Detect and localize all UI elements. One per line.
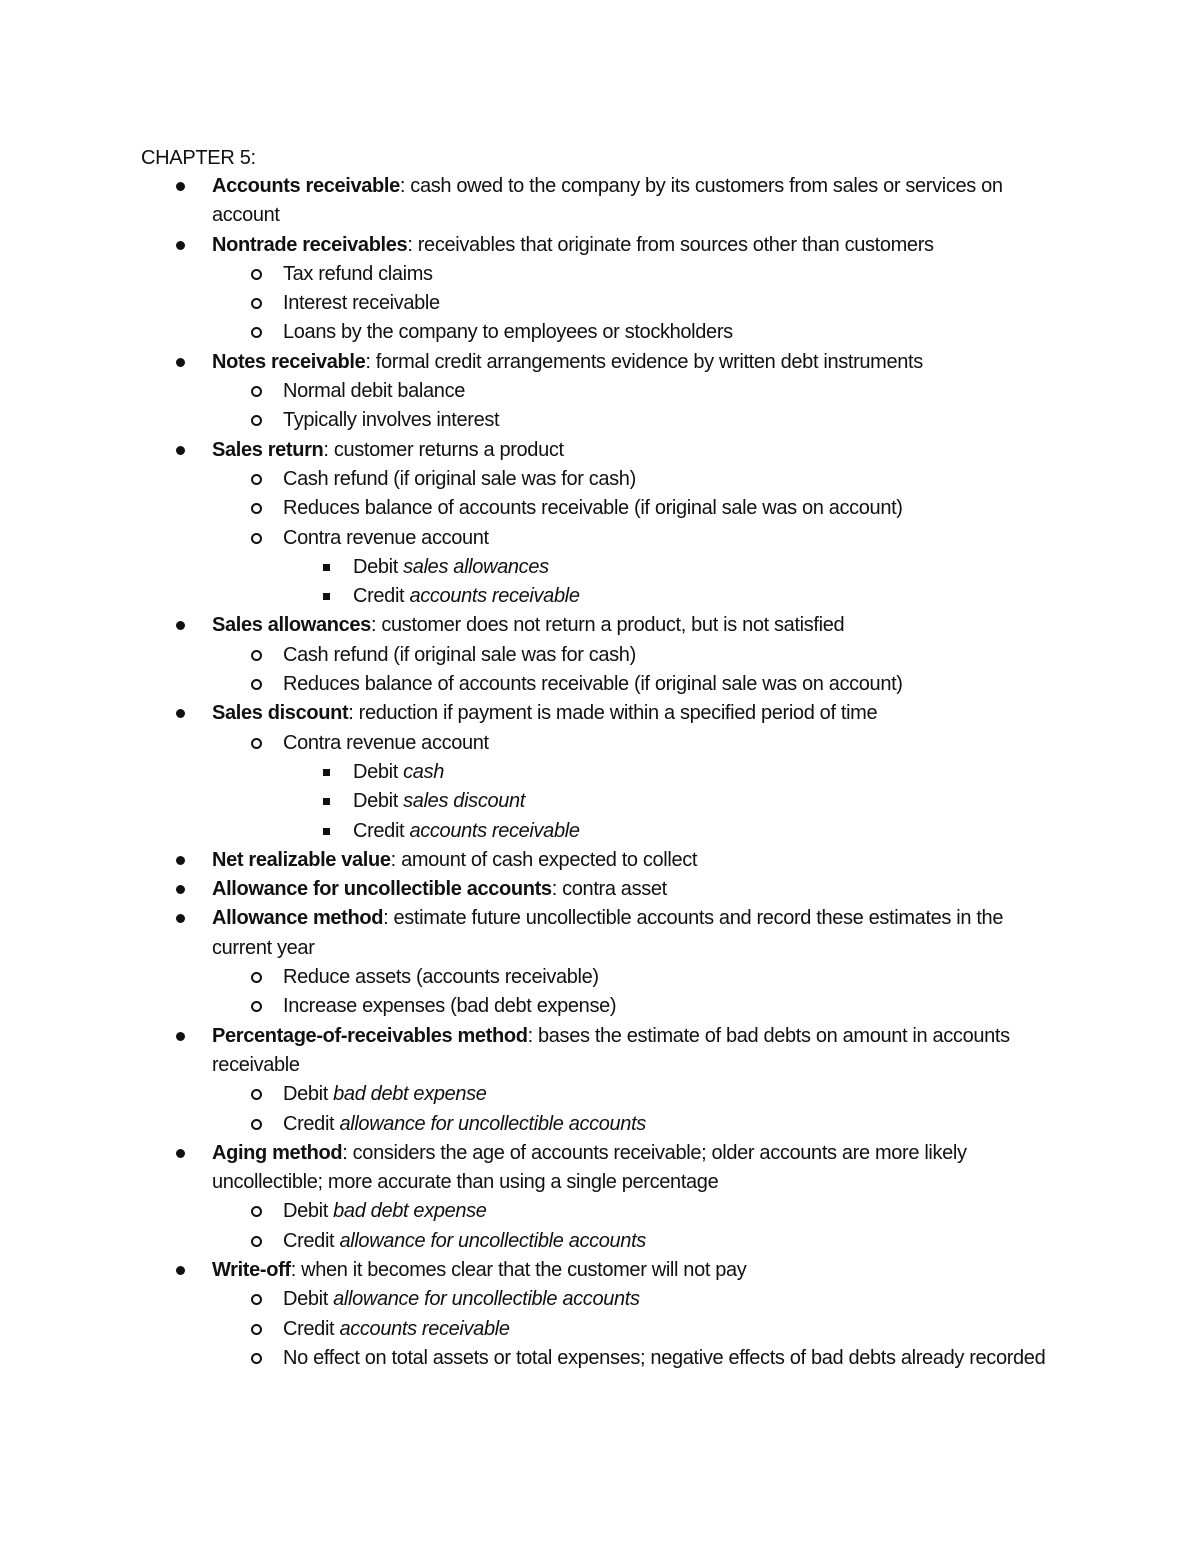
item-text: Debit [353, 760, 404, 783]
list-item-level-2 [0, 1197, 1053, 1226]
list-item-level-2 [0, 465, 1053, 494]
bullet-dot-icon [172, 846, 188, 875]
list-item-level-1 [0, 875, 1052, 904]
term: Write-off [212, 1258, 291, 1281]
list-item-level-2 [0, 1344, 1053, 1373]
item-text: : contra asset [551, 878, 667, 901]
term: Aging method [212, 1141, 343, 1164]
item-text: Credit [353, 819, 410, 842]
term: Percentage-of-receivables method [212, 1024, 528, 1047]
bullet-dot-icon [172, 172, 188, 201]
item-text: Debit [353, 790, 404, 813]
bullet-circle-icon [248, 729, 264, 758]
list-item-level-2 [0, 963, 1053, 992]
list-item-level-1 [0, 348, 1052, 377]
item-text: Typically involves interest [283, 409, 500, 432]
bullet-dot-icon [172, 1256, 188, 1285]
bullet-circle-icon [248, 641, 264, 670]
list-item-level-3 [0, 582, 1053, 611]
account-name: sales allowances [403, 555, 549, 578]
term: Sales return [212, 438, 324, 461]
account-name: allowance for uncollectible accounts [339, 1229, 646, 1252]
account-name: accounts receivable [409, 819, 580, 842]
item-text: : when it becomes clear that the customer will not pay [290, 1258, 747, 1281]
list-item-level-2 [0, 406, 1053, 435]
item-text: : estimate future uncollectible accounts and record these estimates in the current year [212, 907, 1004, 959]
bullet-dot-icon [172, 875, 188, 904]
item-text: Credit [283, 1112, 340, 1135]
list-item-level-2 [0, 670, 1053, 699]
item-text: : considers the age of accounts receivable; older accounts are more likely uncollectible; more accurate than using a single percentage [212, 1141, 967, 1194]
item-text: Contra revenue account [283, 526, 489, 549]
term: Accounts receivable [212, 175, 400, 197]
list-item-level-1 [0, 436, 1052, 465]
bullet-square-icon [318, 817, 334, 846]
item-text: : customer does not return a product, but is not satisfied [370, 614, 845, 637]
list-item-level-2 [0, 641, 1053, 670]
list-item-level-2 [0, 260, 1053, 289]
item-text: : customer returns a product [323, 438, 564, 461]
list-item-level-2 [0, 1110, 1053, 1139]
term: Sales allowances [212, 614, 371, 637]
account-name: accounts receivable [409, 585, 580, 608]
item-text: Debit [283, 1200, 334, 1223]
list-item-level-1 [0, 1022, 1052, 1081]
bullet-dot-icon [172, 231, 188, 260]
list-item-level-1 [0, 172, 1052, 231]
item-text: Cash refund (if original sale was for cash) [283, 643, 636, 666]
item-text: : formal credit arrangements evidence by written debt instruments [365, 350, 923, 373]
item-text: Credit [283, 1229, 340, 1252]
list-item-level-2 [0, 1315, 1053, 1344]
item-text: : amount of cash expected to collect [390, 848, 698, 871]
term: Allowance for uncollectible accounts [212, 878, 552, 901]
account-name: bad debt expense [333, 1200, 487, 1223]
bullet-circle-icon [248, 1285, 264, 1314]
term: Net realizable value [212, 848, 391, 871]
bullet-circle-icon [248, 1344, 264, 1373]
bullet-dot-icon [172, 348, 188, 377]
item-text: Increase expenses (bad debt expense) [283, 995, 617, 1018]
bullet-square-icon [318, 758, 334, 787]
bullet-square-icon [318, 787, 334, 816]
list-item-level-2 [0, 992, 1053, 1021]
bullet-circle-icon [248, 494, 264, 523]
bullet-dot-icon [172, 699, 188, 728]
term: Allowance method [212, 907, 384, 930]
bullet-circle-icon [248, 406, 264, 435]
list-item-level-1 [0, 611, 1052, 640]
list-item-level-1 [0, 1256, 1052, 1285]
chapter-heading: CHAPTER 5: [141, 147, 256, 169]
bullet-dot-icon [172, 611, 188, 640]
list-item-level-1 [0, 231, 1052, 260]
account-name: sales discount [403, 790, 525, 813]
list-item-level-3 [0, 758, 1053, 787]
bullet-circle-icon [248, 524, 264, 553]
bullet-circle-icon [248, 260, 264, 289]
list-item-level-1 [0, 699, 1052, 728]
term: Nontrade receivables [212, 233, 408, 256]
bullet-circle-icon [248, 1110, 264, 1139]
item-text: : reduction if payment is made within a specified period of time [348, 702, 878, 725]
item-text: Debit [283, 1083, 334, 1106]
item-text: Credit [283, 1317, 340, 1340]
list-item-level-2 [0, 377, 1053, 406]
bullet-dot-icon [172, 1139, 188, 1168]
bullet-circle-icon [248, 465, 264, 494]
term: Notes receivable [212, 350, 366, 373]
item-text: Interest receivable [283, 292, 440, 315]
list-item-level-2 [0, 1285, 1053, 1314]
bullet-circle-icon [248, 1197, 264, 1226]
item-text: Normal debit balance [283, 380, 465, 403]
account-name: accounts receivable [339, 1317, 510, 1340]
list-item-level-2 [0, 318, 1053, 347]
bullet-circle-icon [248, 992, 264, 1021]
term: Sales discount [212, 702, 349, 725]
bullet-square-icon [318, 553, 334, 582]
account-name: allowance for uncollectible accounts [333, 1288, 640, 1311]
notes-list [0, 172, 1200, 1373]
list-item-level-2 [0, 494, 1053, 523]
account-name: cash [403, 760, 445, 783]
list-item-level-2 [0, 1080, 1053, 1109]
bullet-dot-icon [172, 904, 188, 933]
item-text: : cash owed to the company by its customers from sales or services on account [212, 175, 1003, 227]
bullet-circle-icon [248, 670, 264, 699]
item-text: Loans by the company to employees or stockholders [283, 321, 733, 344]
item-text: Contra revenue account [283, 731, 489, 754]
item-text: Debit [353, 555, 404, 578]
item-text: Reduces balance of accounts receivable (if original sale was on account) [283, 497, 903, 520]
bullet-circle-icon [248, 318, 264, 347]
list-item-level-2 [0, 524, 1053, 553]
bullet-dot-icon [172, 436, 188, 465]
list-item-level-1 [0, 904, 1052, 963]
list-item-level-2 [0, 1227, 1053, 1256]
item-text: Tax refund claims [283, 262, 433, 285]
item-text: Credit [353, 585, 410, 608]
bullet-circle-icon [248, 377, 264, 406]
list-item-level-3 [0, 787, 1053, 816]
item-text: Debit [283, 1288, 334, 1311]
item-text: Reduce assets (accounts receivable) [283, 966, 599, 989]
list-item-level-2 [0, 729, 1053, 758]
account-name: bad debt expense [333, 1083, 487, 1106]
list-item-level-2 [0, 289, 1053, 318]
bullet-circle-icon [248, 1080, 264, 1109]
list-item-level-3 [0, 817, 1053, 846]
bullet-circle-icon [248, 1315, 264, 1344]
bullet-circle-icon [248, 963, 264, 992]
item-text: Cash refund (if original sale was for cash) [283, 467, 636, 490]
item-text: : bases the estimate of bad debts on amount in accounts receivable [212, 1024, 1010, 1076]
bullet-circle-icon [248, 289, 264, 318]
bullet-circle-icon [248, 1227, 264, 1256]
bullet-dot-icon [172, 1022, 188, 1051]
account-name: allowance for uncollectible accounts [339, 1112, 646, 1135]
item-text: No effect on total assets or total expenses; negative effects of bad debts already recorded [283, 1346, 1046, 1369]
list-item-level-1 [0, 846, 1052, 875]
bullet-square-icon [318, 582, 334, 611]
list-item-level-1 [0, 1139, 1052, 1198]
item-text: : receivables that originate from sources other than customers [407, 233, 934, 256]
item-text: Reduces balance of accounts receivable (if original sale was on account) [283, 673, 903, 696]
list-item-level-3 [0, 553, 1053, 582]
